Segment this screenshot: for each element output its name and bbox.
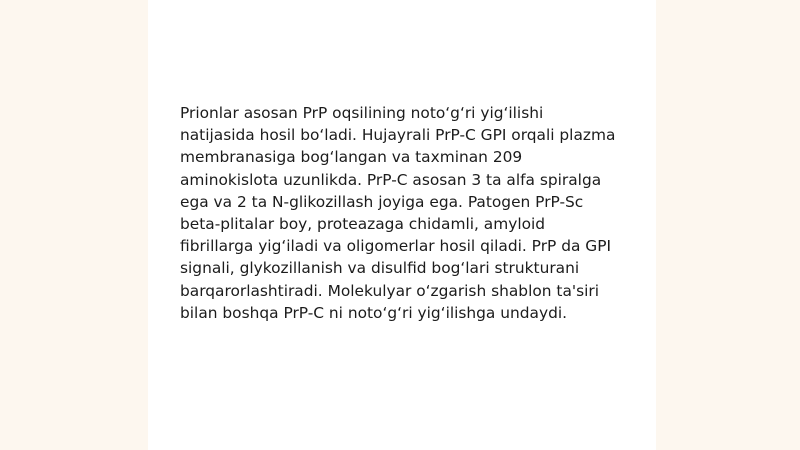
body-paragraph: Prionlar asosan PrP oqsilining noto‘g‘ri yig‘ilishi natijasida hosil bo‘ladi. Hujayrali PrP-C GPI orqali plazma membranasiga bog‘langan va taxminan 209 aminokislota uzunlikda. PrP-C asosan 3 ta alfa spiralga ega va 2 ta N-glikozillash joyiga ega. Patogen PrP-Sc beta-plitalar boy, proteazaga chidamli, amyloid fibrillarga yig‘iladi va oligomerlar hosil qiladi. PrP da GPI signali, glykozillanish va disulfid bog‘lari strukturani barqarorlashtiradi. Molekulyar o‘zgarish shablon ta'siri bilan boshqa PrP-C ni noto‘g‘ri yig‘ilishga undaydi. [180, 104, 616, 322]
document-page [148, 0, 656, 450]
